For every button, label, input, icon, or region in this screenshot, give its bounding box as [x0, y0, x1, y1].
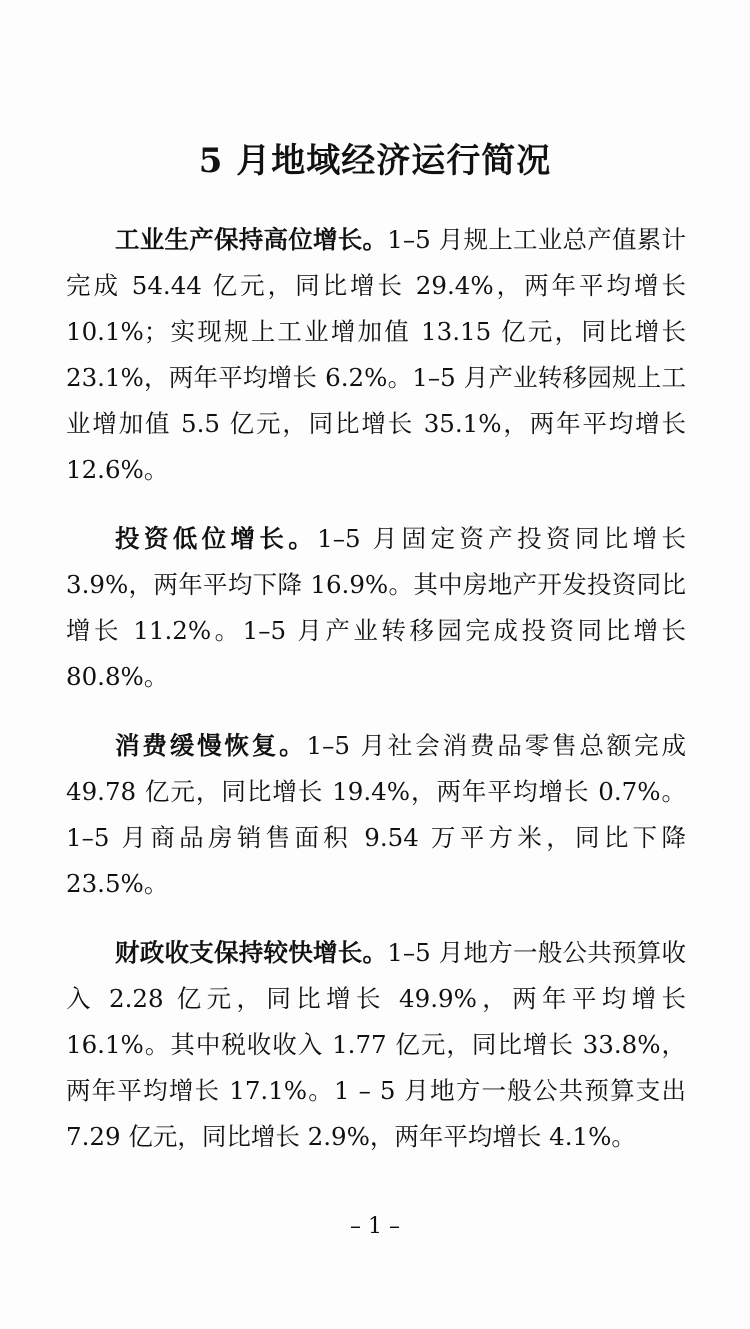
paragraph-text: 1–5 月固定资产投资同比增长 3.9%，两年平均下降 16.9%。其中房地产开发投资同比增长 11.2%。1–5 月产业转移园完成投资同比增长 80.8%。	[66, 524, 686, 691]
document-body	[66, 217, 686, 1183]
paragraph-industry	[66, 217, 686, 493]
paragraph-lead: 财政收支保持较快增长。	[115, 938, 388, 967]
page-number: – 1 –	[350, 1214, 400, 1239]
paragraph-finance	[66, 930, 686, 1160]
paragraph-text: 1–5 月地方一般公共预算收入 2.28 亿元，同比增长 49.9%，两年平均增长 16.1%。其中税收收入 1.77 亿元，同比增长 33.8%，两年平均增长 17.1%。1 – 5 月地方一般公共预算支出 7.29 亿元，同比增长 2.9%，两年平均增长 4.1%。	[66, 938, 686, 1151]
paragraph-lead: 消费缓慢恢复。	[115, 731, 307, 760]
paragraph-lead: 投资低位增长。	[115, 524, 318, 553]
paragraph-text: 1–5 月社会消费品零售总额完成 49.78 亿元，同比增长 19.4%，两年平均增长 0.7%。1–5 月商品房销售面积 9.54 万平方米，同比下降 23.5%。	[66, 731, 686, 898]
document-title: 5 月地域经济运行简况	[198, 141, 552, 181]
paragraph-consumption	[66, 723, 686, 907]
paragraph-investment	[66, 516, 686, 700]
paragraph-text: 1–5 月规上工业总产值累计完成 54.44 亿元，同比增长 29.4%，两年平均增长 10.1%；实现规上工业增加值 13.15 亿元，同比增长 23.1%，两年平均增长 6.2%。1–5 月产业转移园规上工业增加值 5.5 亿元，同比增长 35.1%，两年平均增长 12.6%。	[66, 225, 686, 484]
paragraph-lead: 工业生产保持高位增长。	[115, 225, 388, 254]
